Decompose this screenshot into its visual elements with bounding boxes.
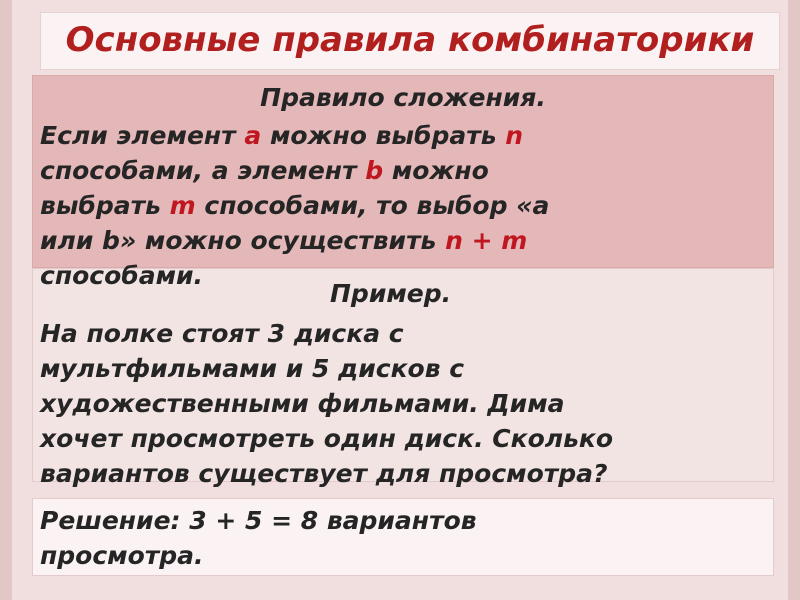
example-line-4: хочет просмотреть один диск. Сколько — [40, 424, 614, 453]
rule-text-segment: можно — [383, 156, 489, 185]
rule-variable: n — [505, 121, 524, 150]
rule-text-segment: способами. — [40, 261, 204, 290]
example-line-3: художественными фильмами. Дима — [40, 389, 565, 418]
rule-text-segment: выбрать — [40, 191, 170, 220]
right-decor-stripe — [788, 0, 800, 600]
rule-line-4 — [40, 223, 527, 258]
rule-text-segment: Если элемент — [40, 121, 245, 150]
example-heading: Пример. — [330, 279, 452, 308]
example-line-1: На полке стоят 3 диска с — [40, 319, 404, 348]
left-decor-stripe — [0, 0, 12, 600]
rule-line-2 — [40, 153, 489, 188]
rule-text-segment: можно выбрать — [261, 121, 506, 150]
rule-text-segment: способами, а элемент — [40, 156, 366, 185]
rule-line-1 — [40, 118, 523, 153]
rule-variable: a — [244, 121, 262, 150]
rule-variable: m — [169, 191, 196, 220]
rule-text-segment: или b» можно осуществить — [40, 226, 446, 255]
title-box — [40, 12, 780, 70]
rule-line-3 — [40, 188, 549, 223]
rule-text-segment: способами, то выбор «а — [195, 191, 550, 220]
example-line-2: мультфильмами и 5 дисков с — [40, 354, 465, 383]
rule-line-5 — [40, 258, 203, 293]
rule-variable: b — [365, 156, 384, 185]
solution-line-1: Решение: 3 + 5 = 8 вариантов — [40, 506, 477, 535]
rule-variable: n + m — [445, 226, 528, 255]
slide-title: Основные правила комбинаторики — [65, 20, 755, 60]
rule-heading: Правило сложения. — [260, 83, 546, 112]
solution-line-2: просмотра. — [40, 541, 204, 570]
example-line-5: вариантов существует для просмотра? — [40, 459, 608, 488]
